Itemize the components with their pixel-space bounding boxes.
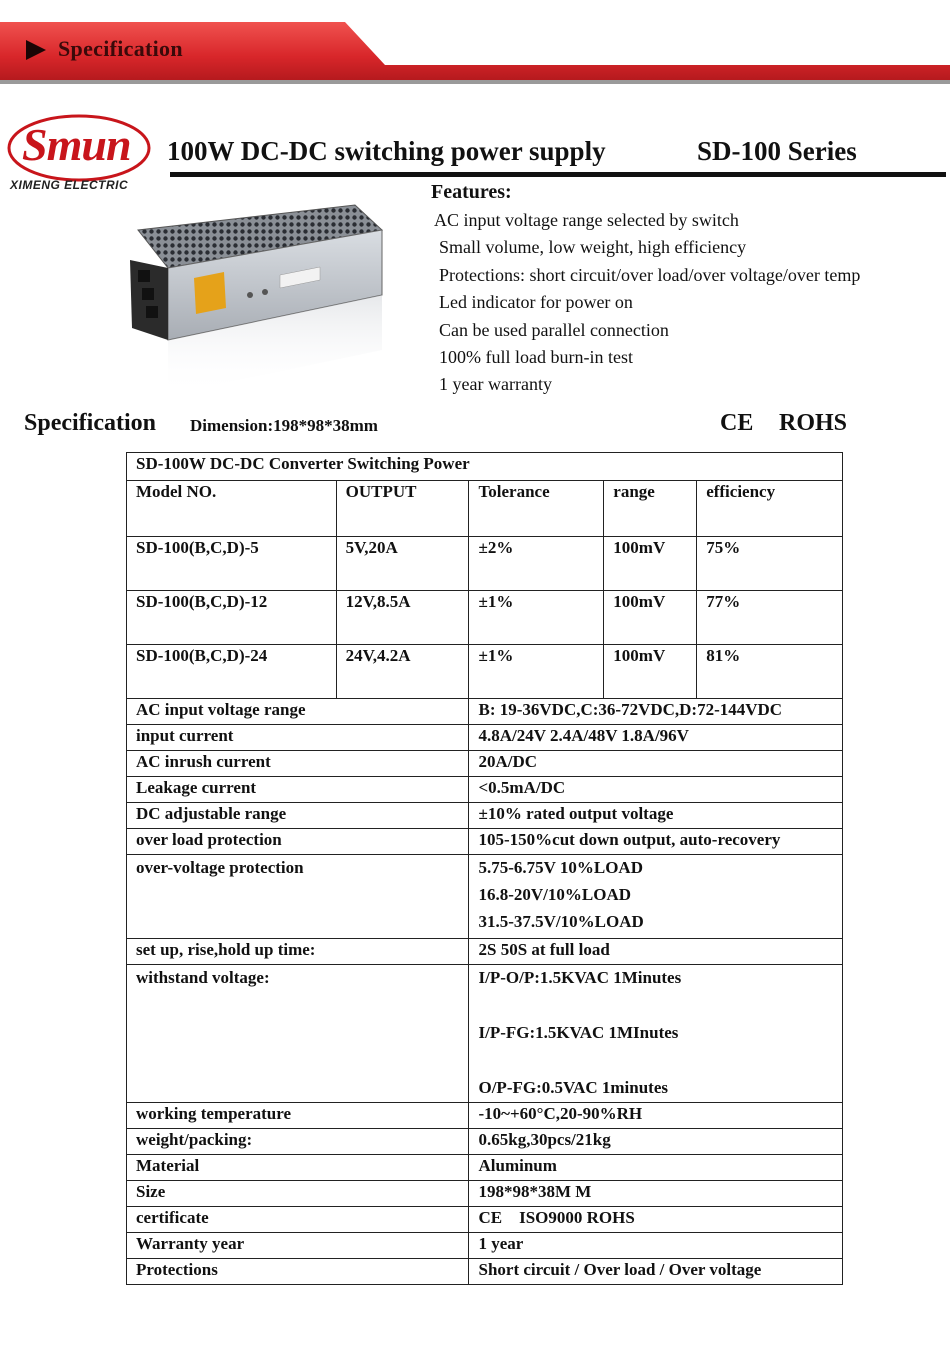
ce-mark: CE bbox=[720, 410, 754, 436]
rohs-mark: ROHS bbox=[779, 410, 848, 436]
efficiency-cell: 75% bbox=[697, 537, 843, 591]
tolerance-cell: ±1% bbox=[469, 591, 604, 645]
column-header: OUTPUT bbox=[336, 481, 469, 537]
features-heading: Features: bbox=[431, 181, 512, 203]
spec-value bbox=[469, 965, 843, 1103]
spec-value: 0.65kg,30pcs/21kg bbox=[469, 1129, 843, 1155]
series-name: SD-100 Series bbox=[697, 136, 857, 166]
spec-label: set up, rise,hold up time: bbox=[127, 939, 469, 965]
output-cell: 12V,8.5A bbox=[336, 591, 469, 645]
spec-value-line: I/P-O/P:1.5KVAC 1Minutes bbox=[478, 968, 682, 987]
feature-item: 1 year warranty bbox=[439, 374, 552, 395]
spec-value: 1 year bbox=[469, 1233, 843, 1259]
spec-value: 20A/DC bbox=[469, 751, 843, 777]
feature-item: AC input voltage range selected by switch bbox=[434, 210, 739, 230]
spec-value-line: I/P-FG:1.5KVAC 1MInutes bbox=[478, 1023, 679, 1042]
spec-label: weight/packing: bbox=[127, 1129, 469, 1155]
tolerance-cell: ±2% bbox=[469, 537, 604, 591]
efficiency-cell: 77% bbox=[697, 591, 843, 645]
column-header: Tolerance bbox=[469, 481, 604, 537]
range-cell: 100mV bbox=[604, 645, 697, 699]
spec-value: Aluminum bbox=[469, 1155, 843, 1181]
spec-label: Protections bbox=[127, 1259, 469, 1285]
feature-item: Can be used parallel connection bbox=[439, 319, 669, 340]
feature-item: Led indicator for power on bbox=[439, 292, 633, 313]
table-row bbox=[127, 699, 843, 725]
table-header-row bbox=[127, 481, 843, 537]
spec-label: Warranty year bbox=[127, 1233, 469, 1259]
play-arrow-icon bbox=[26, 40, 46, 60]
features-list bbox=[434, 208, 860, 400]
table-row bbox=[127, 1259, 843, 1285]
output-cell: 5V,20A bbox=[336, 537, 469, 591]
title-divider bbox=[170, 172, 946, 177]
table-row bbox=[127, 537, 843, 591]
table-row bbox=[127, 939, 843, 965]
spec-label: Leakage current bbox=[127, 777, 469, 803]
table-caption-row bbox=[127, 453, 843, 481]
spec-value: B: 19-36VDC,C:36-72VDC,D:72-144VDC bbox=[469, 699, 843, 725]
table-row bbox=[127, 751, 843, 777]
spec-label: withstand voltage: bbox=[127, 965, 469, 1103]
range-cell: 100mV bbox=[604, 591, 697, 645]
column-header: range bbox=[604, 481, 697, 537]
spec-value: CE ISO9000 ROHS bbox=[469, 1207, 843, 1233]
spec-label: AC inrush current bbox=[127, 751, 469, 777]
spec-value: 4.8A/24V 2.4A/48V 1.8A/96V bbox=[469, 725, 843, 751]
table-row bbox=[127, 1233, 843, 1259]
model-cell: SD-100(B,C,D)-12 bbox=[127, 591, 337, 645]
column-header: Model NO. bbox=[127, 481, 337, 537]
brand-logo: Smun bbox=[22, 119, 131, 170]
spec-value: ±10% rated output voltage bbox=[469, 803, 843, 829]
dimension-label: Dimension:198*98*38mm bbox=[190, 416, 378, 435]
specification-heading: Specification bbox=[24, 410, 156, 436]
feature-item: 100% full load burn-in test bbox=[439, 346, 633, 367]
banner-label: Specification bbox=[58, 36, 183, 61]
spec-label: certificate bbox=[127, 1207, 469, 1233]
model-cell: SD-100(B,C,D)-5 bbox=[127, 537, 337, 591]
spec-value-line: 31.5-37.5V/10%LOAD bbox=[478, 912, 644, 931]
table-caption: SD-100W DC-DC Converter Switching Power bbox=[127, 453, 843, 481]
table-row bbox=[127, 1155, 843, 1181]
spec-value: 105-150%cut down output, auto-recovery bbox=[469, 829, 843, 855]
spec-value: -10~+60°C,20-90%RH bbox=[469, 1103, 843, 1129]
range-cell: 100mV bbox=[604, 537, 697, 591]
table-row bbox=[127, 725, 843, 751]
spec-value: 198*98*38M M bbox=[469, 1181, 843, 1207]
table-row bbox=[127, 829, 843, 855]
table-row bbox=[127, 1129, 843, 1155]
table-row bbox=[127, 1207, 843, 1233]
spec-label: input current bbox=[127, 725, 469, 751]
output-cell: 24V,4.2A bbox=[336, 645, 469, 699]
model-cell: SD-100(B,C,D)-24 bbox=[127, 645, 337, 699]
spec-label: working temperature bbox=[127, 1103, 469, 1129]
spec-value-line: 16.8-20V/10%LOAD bbox=[478, 885, 632, 904]
table-row bbox=[127, 1103, 843, 1129]
page-title: 100W DC-DC switching power supply bbox=[167, 136, 606, 166]
spec-label: over load protection bbox=[127, 829, 469, 855]
efficiency-cell: 81% bbox=[697, 645, 843, 699]
spec-value: <0.5mA/DC bbox=[469, 777, 843, 803]
table-row bbox=[127, 591, 843, 645]
tolerance-cell: ±1% bbox=[469, 645, 604, 699]
spec-value: 2S 50S at full load bbox=[469, 939, 843, 965]
spec-label: DC adjustable range bbox=[127, 803, 469, 829]
spec-value-line: O/P-FG:0.5VAC 1minutes bbox=[478, 1078, 668, 1097]
table-row bbox=[127, 777, 843, 803]
spec-label: AC input voltage range bbox=[127, 699, 469, 725]
spec-label: Material bbox=[127, 1155, 469, 1181]
table-row bbox=[127, 965, 843, 1103]
spec-label: over-voltage protection bbox=[127, 855, 469, 939]
feature-item: Protections: short circuit/over load/over voltage/over temp bbox=[439, 264, 861, 285]
spec-value-line: 5.75-6.75V 10%LOAD bbox=[478, 858, 643, 877]
spec-table bbox=[126, 452, 843, 1285]
product-image bbox=[120, 200, 390, 400]
brand-subtitle: XIMENG ELECTRIC bbox=[10, 178, 129, 192]
spec-label: Size bbox=[127, 1181, 469, 1207]
column-header: efficiency bbox=[697, 481, 843, 537]
spec-value bbox=[469, 855, 843, 939]
table-row bbox=[127, 855, 843, 939]
spec-value: Short circuit / Over load / Over voltage bbox=[469, 1259, 843, 1285]
table-row bbox=[127, 645, 843, 699]
table-row bbox=[127, 803, 843, 829]
table-row bbox=[127, 1181, 843, 1207]
feature-item: Small volume, low weight, high efficiency bbox=[439, 237, 747, 258]
